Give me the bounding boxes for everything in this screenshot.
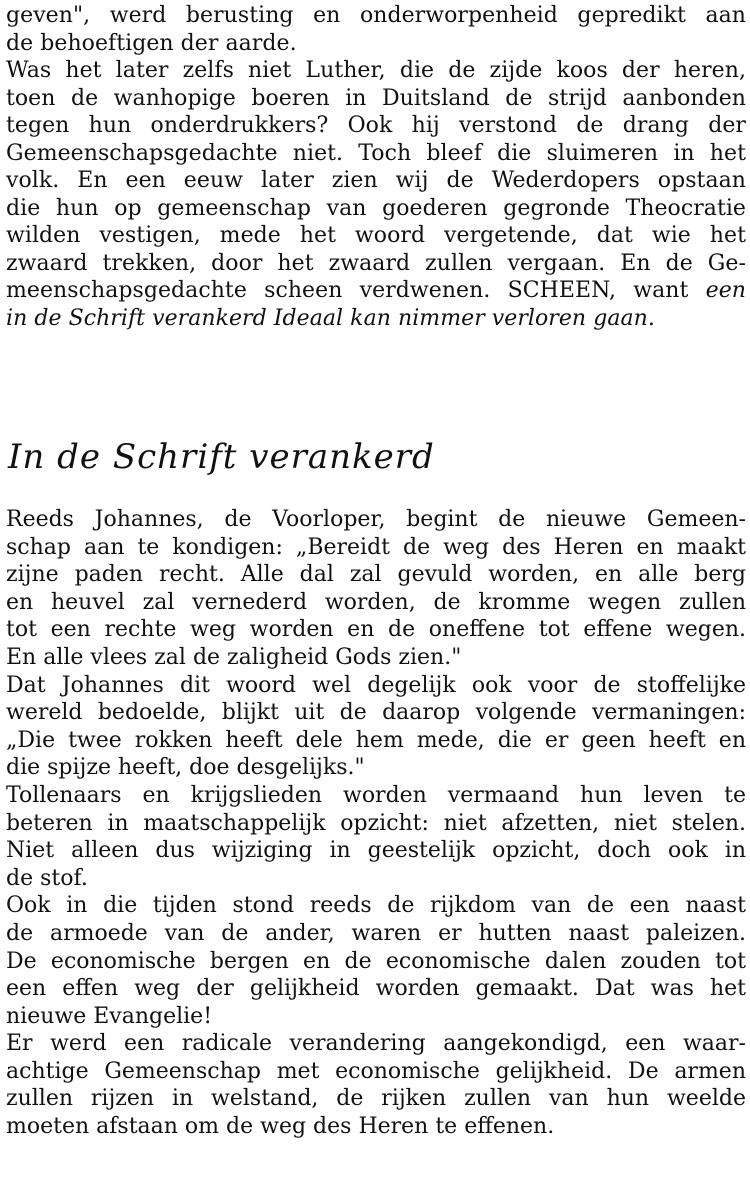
italic-fragment: een — [705, 278, 746, 303]
text-line: Ook in die tijden stond reeds de rijkdom van de een naast — [6, 893, 746, 919]
text-line: de armoede van de ander, waren er hutten naast paleizen. — [6, 920, 746, 946]
text-line: „Die twee rokken heeft dele hem mede, die er geen heeft en — [6, 727, 746, 753]
text-line: die hun op gemeenschap van goederen gegronde Theocratie — [6, 195, 746, 221]
text-fragment: meenschapsgedachte scheen verdwenen. SCHEEN, want — [6, 278, 706, 303]
section-heading: In de Schrift verankerd — [8, 437, 435, 477]
text-line: Gemeenschapsgedachte niet. Toch bleef die sluimeren in het — [6, 140, 746, 166]
text-line: volk. En een eeuw later zien wij de Wederdopers opstaan — [6, 168, 746, 193]
text-line: wereld bedoelde, blijkt uit de daarop volgende vermaningen: — [6, 700, 746, 726]
body-section — [6, 506, 746, 1141]
text-line: zijne paden recht. Alle dal zal gevuld worden, en alle berg — [6, 562, 746, 588]
text-line: beteren in maatschappelijk opzicht: niet afzetten, niet stelen. — [6, 810, 746, 836]
text-line: Niet alleen dus wijziging in geestelijk opzicht, doch ook in — [6, 838, 746, 864]
text-line: een effen weg der gelijkheid worden gemaakt. Dat was het — [6, 976, 746, 1002]
text-line: moeten afstaan om de weg des Heren te effenen. — [6, 1114, 555, 1140]
text-line: wilden vestigen, mede het woord vergetende, dat wie het — [6, 223, 746, 248]
text-line: tegen hun onderdrukkers? Ook hij verstond de drang der — [6, 113, 746, 138]
text-line: zwaard trekken, door het zwaard zullen vergaan. En de Ge- — [6, 250, 746, 276]
text-line: Dat Johannes dit woord wel degelijk ook voor de stoffelijke — [6, 672, 746, 698]
text-line: Tollenaars en krijgslieden worden vermaand hun leven te — [6, 782, 746, 808]
intro-section — [6, 2, 746, 332]
italic-line: in de Schrift verankerd Ideaal kan nimmer verloren gaan. — [6, 305, 655, 331]
text-line: toen de wanhopige boeren in Duitsland de strijd aanbonden — [6, 85, 746, 111]
text-line: nieuwe Evangelie! — [6, 1003, 213, 1029]
text-line: de behoeftigen der aarde. — [6, 30, 297, 56]
text-line — [6, 277, 746, 305]
text-line: de stof. — [6, 865, 88, 891]
text-line: Was het later zelfs niet Luther, die de zijde koos der heren, — [6, 58, 746, 83]
text-line: schap aan te kondigen: „Bereidt de weg des Heren en maakt — [6, 534, 746, 560]
text-line: zullen rijzen in welstand, de rijken zullen van hun weelde — [6, 1086, 746, 1112]
text-line: De economische bergen en de economische dalen zouden tot — [6, 948, 746, 974]
text-line: En alle vlees zal de zaligheid Gods zien." — [6, 644, 462, 670]
text-line: geven", werd berusting en onderworpenheid gepredikt aan — [6, 3, 746, 28]
text-line: die spijze heeft, doe desgelijks." — [6, 755, 365, 781]
text-line: achtige Gemeenschap met economische gelijkheid. De armen — [6, 1058, 746, 1084]
text-line: Er werd een radicale verandering aangekondigd, een waar- — [6, 1031, 746, 1057]
text-line: en heuvel zal vernederd worden, de kromme wegen zullen — [6, 589, 746, 615]
text-line: Reeds Johannes, de Voorloper, begint de nieuwe Gemeen- — [6, 507, 746, 532]
text-line: tot een rechte weg worden en de oneffene tot effene wegen. — [6, 617, 746, 643]
